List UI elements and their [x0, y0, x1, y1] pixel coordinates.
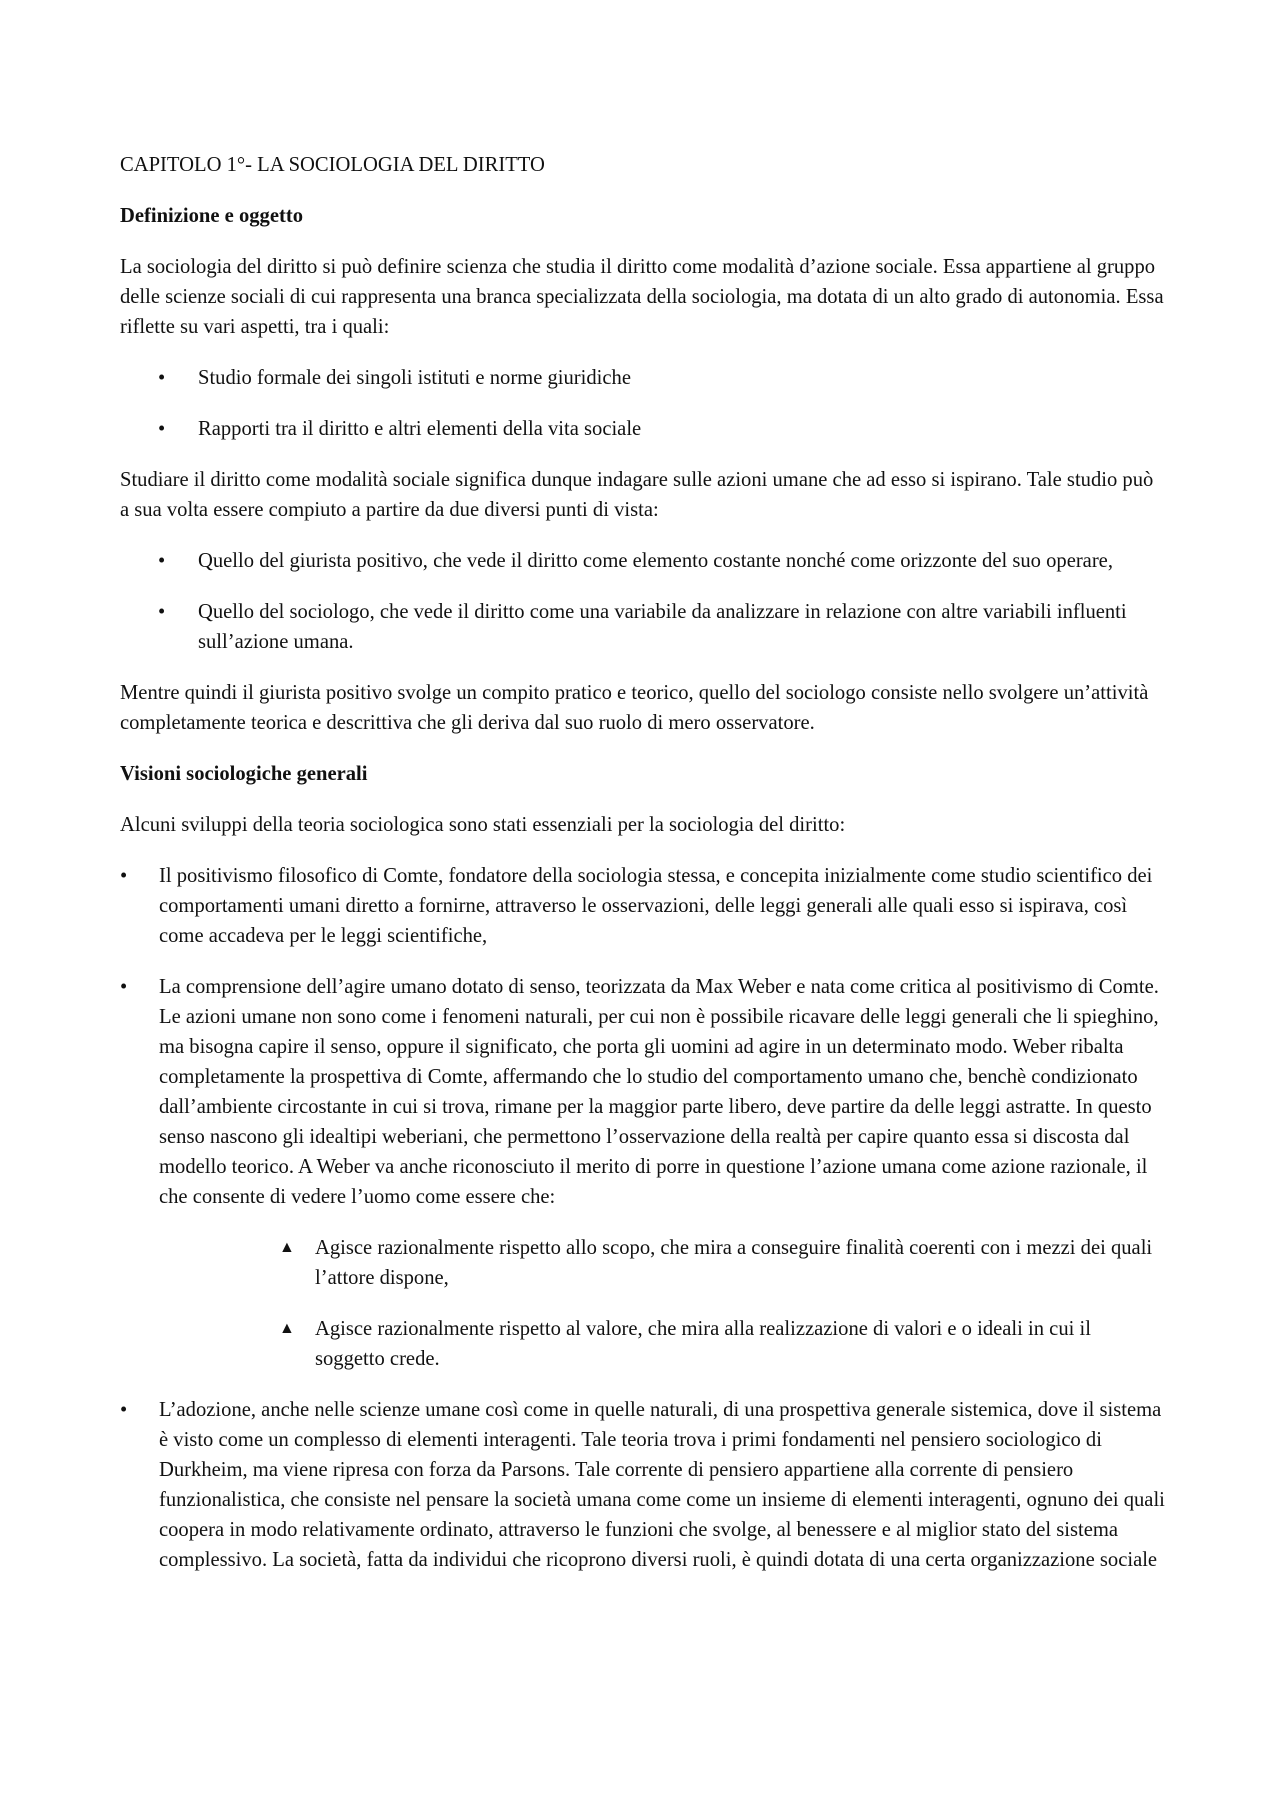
developments-list [120, 861, 1165, 1575]
sublist-item-text: Agisce razionalmente rispetto al valore, che mira alla realizzazione di valori e o ideali in cui il soggetto crede. [315, 1318, 1091, 1370]
bullet-icon: • [158, 367, 166, 389]
triangle-bullet-icon: ▲ [279, 1239, 295, 1256]
list-item [120, 972, 1165, 1374]
bullet-icon: • [120, 976, 128, 998]
list-item-text: Rapporti tra il diritto e altri elementi della vita sociale [198, 418, 642, 440]
paragraph-intro: La sociologia del diritto si può definire scienza che studia il diritto come modalità d’azione sociale. Essa appartiene al gruppo delle scienze sociali di cui rappresenta una branca specializzata della sociologia, ma dotata di un alto grado di autonomia. Essa riflette su vari aspetti, tra i quali: [120, 256, 1164, 338]
triangle-bullet-icon: ▲ [279, 1320, 295, 1337]
section-heading-visioni: Visioni sociologiche generali [120, 763, 368, 785]
list-item [120, 363, 1165, 393]
document-page [120, 150, 1165, 1596]
sublist-item-text: Agisce razionalmente rispetto allo scopo, che mira a conseguire finalità coerenti con i mezzi dei quali l’attore dispone, [315, 1237, 1153, 1289]
chapter-title: CAPITOLO 1°- LA SOCIOLOGIA DEL DIRITTO [120, 154, 545, 176]
list-item-text: La comprensione dell’agire umano dotato di senso, teorizzata da Max Weber e nata come critica al positivismo di Comte. Le azioni umane non sono come i fenomeni naturali, per cui non è possibile ricavare delle leggi generali che li spieghino, ma bisogna capire il senso, oppure il significato, che porta gli uomini ad agire in un determinato modo. Weber ribalta completamente la prospettiva di Comte, affermando che lo studio del comportamento umano che, benchè condizionato dall’ambiente circostante in cui si trova, rimane per la maggior parte libero, deve partire da delle leggi astratte. In questo senso nascono gli idealtipi weberiani, che permettono l’osservazione della realtà per capire quanto essa si discosta dal modello teorico. A Weber va anche riconosciuto il merito di porre in questione l’azione umana come azione razionale, il che consente di vedere l’uomo come essere che: [159, 976, 1159, 1208]
section-heading-definizione: Definizione e oggetto [120, 205, 304, 227]
bullet-icon: • [158, 550, 166, 572]
bullet-icon: • [158, 601, 166, 623]
weber-sublist [159, 1233, 1165, 1374]
paragraph-comparison: Mentre quindi il giurista positivo svolge un compito pratico e teorico, quello del sociologo consiste nello svolgere un’attività completamente teorica e descrittiva che gli deriva dal suo ruolo di mero osservatore. [120, 682, 1149, 734]
viewpoints-list [120, 546, 1165, 657]
list-item-text: Studio formale dei singoli istituti e norme giuridiche [198, 367, 631, 389]
bullet-icon: • [158, 418, 166, 440]
list-item [120, 414, 1165, 444]
list-item [120, 861, 1165, 951]
list-item [120, 597, 1165, 657]
list-item-text: Quello del giurista positivo, che vede il diritto come elemento costante nonché come orizzonte del suo operare, [198, 550, 1113, 572]
sublist-item [159, 1233, 1165, 1293]
list-item [120, 1395, 1165, 1575]
list-item-text: Il positivismo filosofico di Comte, fondatore della sociologia stessa, e concepita inizialmente come studio scientifico dei comportamenti umani diretto a fornirne, attraverso le osservazioni, delle leggi generali alle quali esso si ispirava, così come accadeva per le leggi scientifiche, [159, 865, 1153, 947]
paragraph-developments: Alcuni sviluppi della teoria sociologica sono stati essenziali per la sociologia del diritto: [120, 814, 846, 836]
bullet-icon: • [120, 1399, 128, 1421]
bullet-icon: • [120, 865, 128, 887]
list-item-text: Quello del sociologo, che vede il diritto come una variabile da analizzare in relazione con altre variabili influenti sull’azione umana. [198, 601, 1127, 653]
paragraph-study: Studiare il diritto come modalità sociale significa dunque indagare sulle azioni umane che ad esso si ispirano. Tale studio può a sua volta essere compiuto a partire da due diversi punti di vista: [120, 469, 1154, 521]
list-item-text: L’adozione, anche nelle scienze umane così come in quelle naturali, di una prospettiva generale sistemica, dove il sistema è visto come un complesso di elementi interagenti. Tale teoria trova i primi fondamenti nel pensiero sociologico di Durkheim, ma viene ripresa con forza da Parsons. Tale corrente di pensiero appartiene alla corrente di pensiero funzionalistica, che consiste nel pensare la società umana come come un insieme di elementi interagenti, ognuno dei quali coopera in modo relativamente ordinato, attraverso le funzioni che svolge, al benessere e al miglior stato del sistema complessivo. La società, fatta da individui che ricoprono diversi ruoli, è quindi dotata di una certa organizzazione sociale [159, 1399, 1165, 1571]
sublist-item [159, 1314, 1165, 1374]
aspects-list [120, 363, 1165, 444]
list-item [120, 546, 1165, 576]
